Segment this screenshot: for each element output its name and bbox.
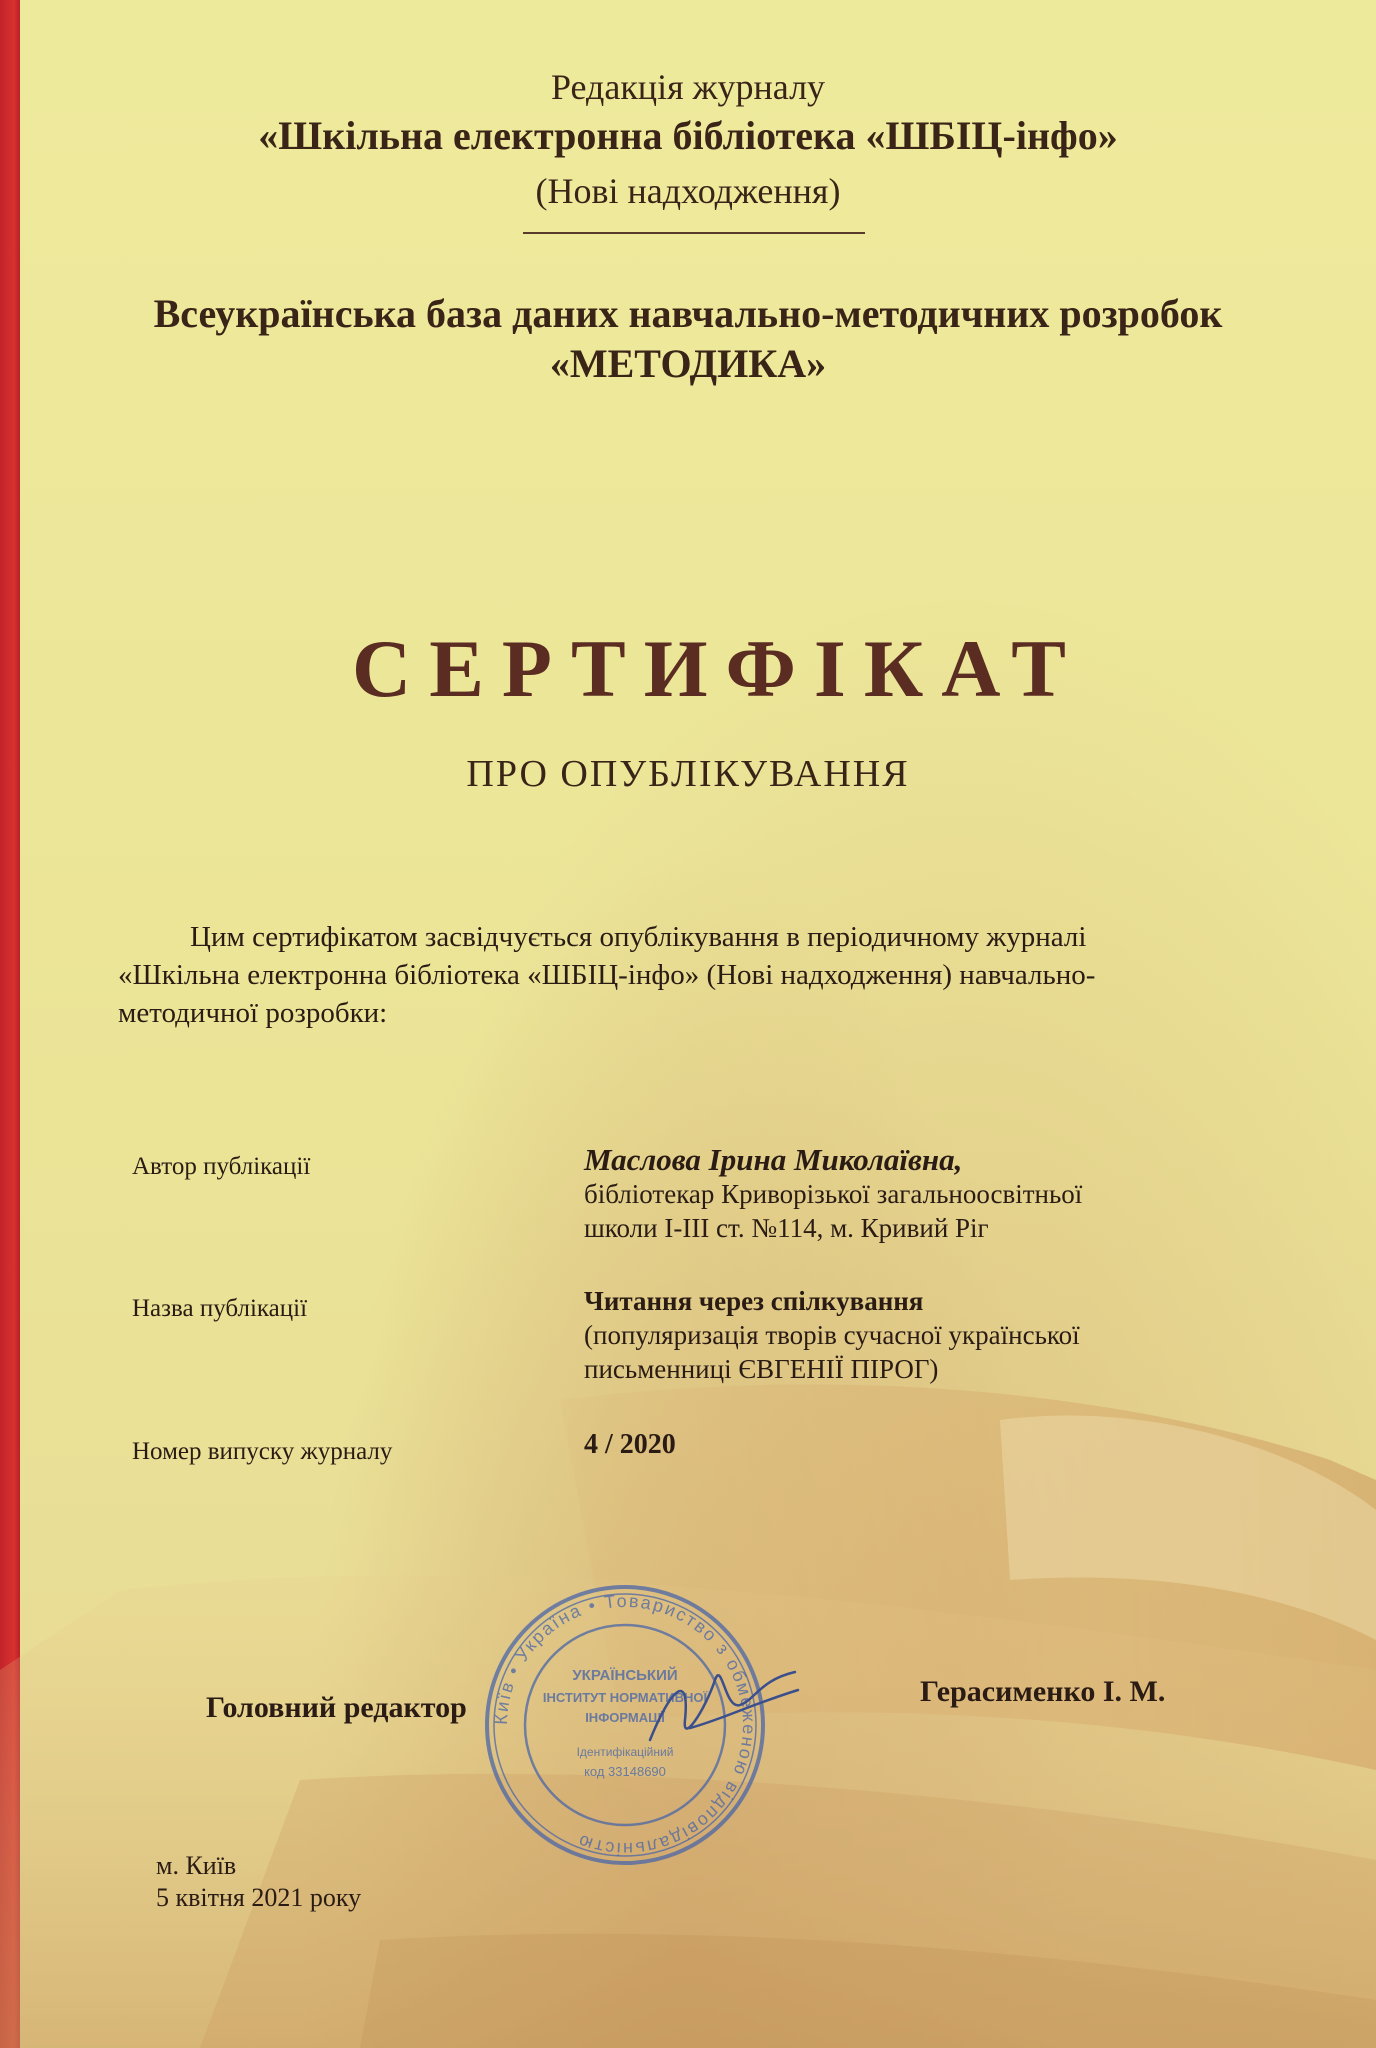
city: м. Київ: [156, 1851, 237, 1880]
certificate-subtitle: ПРО ОПУБЛІКУВАННЯ: [466, 753, 910, 795]
intro-line-3: методичної розробки:: [118, 997, 388, 1029]
stamp-inner-line-3: ІНФОРМАЦІЇ: [585, 1710, 665, 1725]
stamp-inner-line-1: УКРАЇНСЬКИЙ: [572, 1667, 678, 1684]
publication-title-value: [584, 1284, 1080, 1386]
journal-editorial-label: Редакція журналу: [550, 67, 826, 107]
intro-line-2: «Шкільна електронна бібліотека «ШБІЦ-інфо» (Нові надходження) навчально-: [118, 959, 1096, 991]
handwritten-signature: [630, 1650, 800, 1760]
issue-date: 5 квітня 2021 року: [156, 1883, 362, 1912]
issue-number-value: 4 / 2020: [584, 1429, 676, 1460]
place-and-date: [156, 1850, 361, 1914]
database-title: Всеукраїнська база даних навчально-методичних розробок: [153, 291, 1223, 336]
database-name: «МЕТОДИКА»: [549, 341, 827, 386]
publication-desc-line-2: письменниці ЄВГЕНІЇ ПІРОГ): [584, 1354, 939, 1384]
journal-title: «Шкільна електронна бібліотека «ШБІЦ-інфо»: [258, 113, 1118, 158]
publication-title: Читання через спілкування: [584, 1286, 924, 1316]
author-label: Автор публікації: [132, 1153, 311, 1180]
stamp-inner-line-4: Ідентифікаційний: [576, 1745, 674, 1759]
header-divider: [523, 232, 865, 234]
journal-subtitle: (Нові надходження): [535, 171, 841, 211]
intro-paragraph: [118, 918, 1278, 1032]
author-position-line-1: бібліотекар Криворізької загальноосвітньої: [584, 1179, 1083, 1209]
issue-number-label: Номер випуску журналу: [132, 1438, 393, 1465]
intro-line-1: Цим сертифікатом засвідчується опублікування в періодичному журналі: [190, 921, 1087, 953]
stamp-inner-line-5: код 33148690: [584, 1764, 666, 1779]
chief-editor-label: Головний редактор: [206, 1691, 467, 1724]
author-name: Маслова Ірина Миколаївна,: [584, 1142, 963, 1177]
author-position-line-2: школи І-ІІІ ст. №114, м. Кривий Ріг: [584, 1213, 989, 1243]
certificate-title: СЕРТИФІКАТ: [352, 623, 1084, 714]
stamp-inner-line-2: ІНСТИТУТ НОРМАТИВНОЇ: [542, 1690, 708, 1705]
publication-desc-line-1: (популяризація творів сучасної української: [584, 1320, 1080, 1350]
author-value: [584, 1143, 1082, 1245]
publication-title-label: Назва публікації: [132, 1295, 308, 1322]
stamp-outer-text: Київ • Україна • Товариство з обмеженою відповідальністю: [490, 1590, 760, 1860]
chief-editor-name: Герасименко І. М.: [920, 1675, 1166, 1708]
